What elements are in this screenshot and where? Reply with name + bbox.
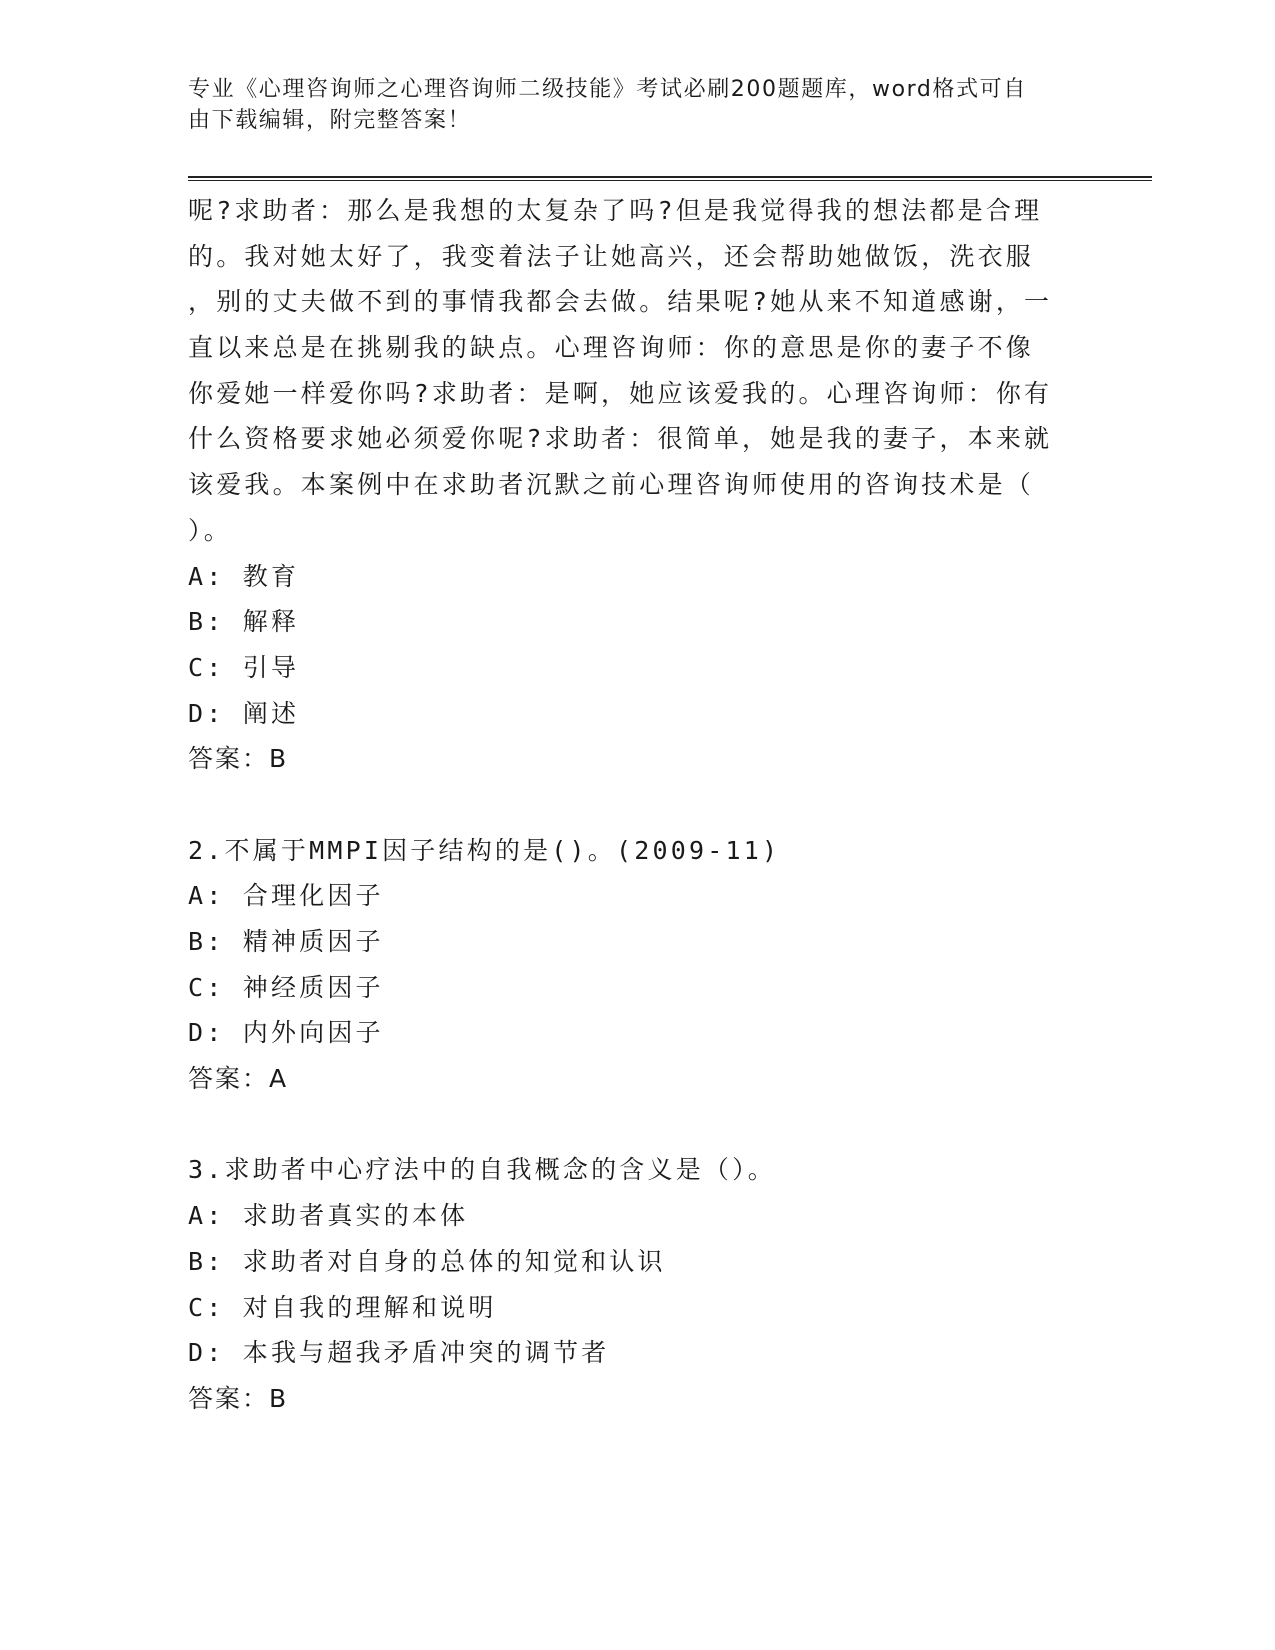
option-b: B: 精神质因子 — [188, 927, 384, 956]
question-3 — [188, 1147, 1088, 1421]
answer: 答案：B — [188, 1383, 289, 1413]
stem-line: ）。 — [188, 515, 232, 545]
option-d: D: 本我与超我矛盾冲突的调节者 — [188, 1338, 610, 1368]
option-a: A: 教育 — [188, 561, 300, 591]
question-3-stem: 3.求助者中心疗法中的自我概念的含义是（）。 — [188, 1155, 777, 1185]
document-header — [188, 74, 1068, 136]
header-title-line-1: 专业《心理咨询师之心理咨询师二级技能》考试必刷200题题库，word格式可自 — [188, 77, 1027, 102]
option-b: B: 求助者对自身的总体的知觉和认识 — [188, 1246, 666, 1276]
stem-line: 什么资格要求她必须爱你呢?求助者：很简单，她是我的妻子，本来就 — [188, 424, 1053, 454]
option-c: C: 对自我的理解和说明 — [188, 1292, 497, 1322]
question-list — [188, 188, 1088, 1422]
spacer — [188, 782, 1088, 828]
stem-line: 的。我对她太好了，我变着法子让她高兴，还会帮助她做饭，洗衣服 — [188, 241, 1035, 271]
question-1 — [188, 188, 1088, 782]
stem-line: ，别的丈夫做不到的事情我都会去做。结果呢?她从来不知道感谢，一 — [188, 287, 1053, 317]
stem-line: 该爱我。本案例中在求助者沉默之前心理咨询师使用的咨询技术是（ — [188, 470, 1035, 500]
stem-line: 呢?求助者：那么是我想的太复杂了吗?但是我觉得我的想法都是合理 — [188, 196, 1043, 225]
spacer — [188, 1102, 1088, 1148]
option-a: A: 求助者真实的本体 — [188, 1201, 469, 1231]
question-2-stem: 2.不属于MMPI因子结构的是()。(2009-11) — [188, 835, 781, 865]
question-2 — [188, 828, 1088, 1102]
option-c: C: 神经质因子 — [188, 972, 384, 1002]
header-title-line-2: 由下载编辑，附完整答案！ — [188, 108, 472, 133]
stem-line: 你爱她一样爱你吗?求助者：是啊，她应该爱我的。心理咨询师：你有 — [188, 378, 1053, 408]
question-1-stem — [188, 188, 1088, 554]
answer: 答案：A — [188, 1064, 289, 1094]
option-c: C: 引导 — [188, 652, 300, 682]
option-b: B: 解释 — [188, 607, 300, 637]
option-d: D: 内外向因子 — [188, 1018, 384, 1048]
answer: 答案：B — [188, 744, 289, 774]
option-a: A: 合理化因子 — [188, 881, 384, 911]
header-divider — [188, 176, 1152, 181]
stem-line: 直以来总是在挑剔我的缺点。心理咨询师：你的意思是你的妻子不像 — [188, 333, 1035, 363]
option-d: D: 阐述 — [188, 698, 300, 728]
